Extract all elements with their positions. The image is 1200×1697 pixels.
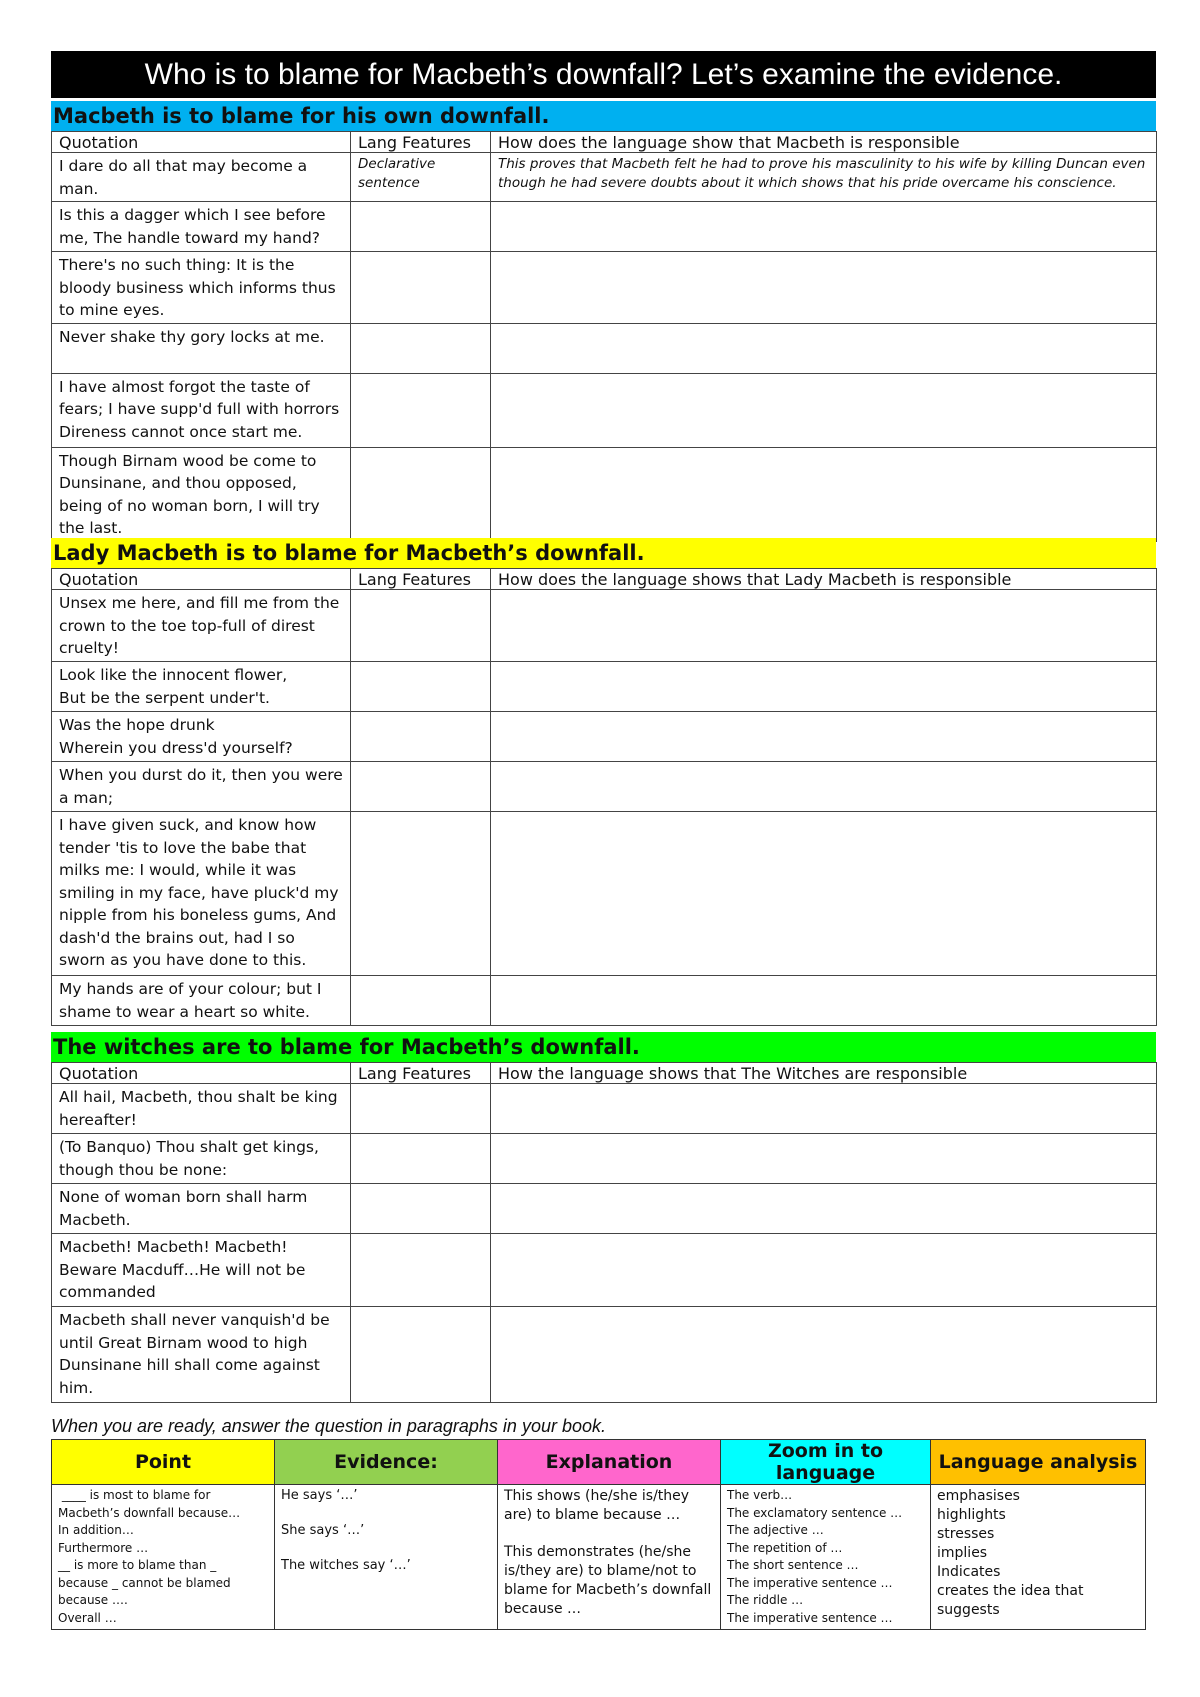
- planner-line: The witches say ‘…’: [281, 1558, 411, 1573]
- features-cell[interactable]: [351, 1234, 491, 1307]
- table-row: [52, 1184, 1157, 1234]
- zoom-cell: [721, 1485, 931, 1630]
- table-row: [52, 447, 1157, 541]
- table-header-row: [52, 132, 1157, 153]
- quotation-cell: There's no such thing: It is the bloody business which informs thus to mine eyes.: [52, 252, 351, 324]
- planner-line: The riddle …: [727, 1593, 804, 1607]
- analysis-cell[interactable]: [491, 447, 1157, 541]
- features-cell[interactable]: [351, 762, 491, 812]
- section-heading: Macbeth is to blame for his own downfall.: [51, 101, 1156, 131]
- features-cell[interactable]: [351, 1134, 491, 1184]
- quotation-cell: I dare do all that may become a man.: [52, 153, 351, 202]
- planner-line: This demonstrates (he/she is/they are) to blame/not to blame for Macbeth’s downfall because …: [504, 1543, 716, 1617]
- features-cell[interactable]: [351, 1184, 491, 1234]
- table-row: [52, 202, 1157, 252]
- analysis-cell: [931, 1485, 1146, 1630]
- planner-line: suggests: [937, 1602, 1000, 1618]
- table-row: [52, 1307, 1157, 1403]
- quotation-cell: Was the hope drunk Wherein you dress'd yourself?: [52, 712, 351, 762]
- quotation-cell: Though Birnam wood be come to Dunsinane, and thou opposed, being of no woman born, I will try the last.: [52, 447, 351, 541]
- planner-line: The imperative sentence …: [727, 1610, 893, 1625]
- analysis-cell[interactable]: [491, 323, 1157, 373]
- planner-line: The short sentence …: [727, 1558, 859, 1572]
- quotation-cell: Unsex me here, and fill me from the crown to the toe top-full of direst cruelty!: [52, 590, 351, 662]
- features-cell[interactable]: [351, 976, 491, 1026]
- evidence-header: Evidence:: [275, 1440, 498, 1485]
- zoom-header: Zoom in to language: [721, 1440, 931, 1485]
- analysis-cell[interactable]: [491, 1307, 1157, 1403]
- analysis-cell[interactable]: [491, 373, 1157, 447]
- quotation-cell: None of woman born shall harm Macbeth.: [52, 1184, 351, 1234]
- table-row: [52, 712, 1157, 762]
- features-header: Lang Features: [351, 132, 491, 153]
- table-row: [52, 590, 1157, 662]
- planner-line: The verb…: [727, 1488, 793, 1502]
- planner-line: In addition…: [58, 1523, 134, 1537]
- table-row: [52, 662, 1157, 712]
- planner-line: She says ‘…’: [281, 1523, 365, 1538]
- analysis-header: How does the language show that Macbeth is responsible: [491, 132, 1157, 153]
- features-cell[interactable]: Declarative sentence: [351, 153, 491, 202]
- analysis-cell[interactable]: [491, 1184, 1157, 1234]
- paragraph-planner-table: [51, 1439, 1146, 1630]
- table-row: [52, 153, 1157, 202]
- analysis-cell[interactable]: [491, 662, 1157, 712]
- macbeth-section: [51, 101, 1156, 542]
- features-cell[interactable]: [351, 373, 491, 447]
- planner-line: highlights: [937, 1507, 1006, 1523]
- point-cell: [52, 1485, 275, 1630]
- planner-line: [504, 1525, 714, 1543]
- features-header: Lang Features: [351, 1063, 491, 1084]
- table-row: [52, 976, 1157, 1026]
- quotation-cell: When you durst do it, then you were a man;: [52, 762, 351, 812]
- table-row: [52, 1084, 1157, 1134]
- evidence-table: [51, 131, 1157, 542]
- features-cell[interactable]: [351, 202, 491, 252]
- features-cell[interactable]: [351, 447, 491, 541]
- table-header-row: [52, 569, 1157, 590]
- analysis-cell[interactable]: [491, 1134, 1157, 1184]
- quotation-cell: Look like the innocent flower, But be the serpent under't.: [52, 662, 351, 712]
- features-cell[interactable]: [351, 812, 491, 976]
- analysis-cell[interactable]: [491, 762, 1157, 812]
- planner-line: creates the idea that: [937, 1583, 1084, 1599]
- analysis-cell[interactable]: [491, 1234, 1157, 1307]
- planner-line: [281, 1505, 491, 1523]
- quotation-header: Quotation: [52, 569, 351, 590]
- quotation-cell: My hands are of your colour; but I shame to wear a heart so white.: [52, 976, 351, 1026]
- planner-line: [281, 1540, 491, 1558]
- planner-line: ____ is most to blame for Macbeth’s downfall because…: [58, 1488, 241, 1520]
- analysis-cell[interactable]: [491, 712, 1157, 762]
- table-row: [52, 762, 1157, 812]
- features-cell[interactable]: [351, 1307, 491, 1403]
- analysis-cell[interactable]: [491, 590, 1157, 662]
- analysis-cell[interactable]: [491, 976, 1157, 1026]
- explanation-header: Explanation: [498, 1440, 721, 1485]
- planner-line: The exclamatory sentence …: [727, 1505, 903, 1520]
- planner-line: The imperative sentence …: [727, 1575, 893, 1590]
- planner-line: The adjective …: [727, 1523, 824, 1537]
- planner-line: emphasises: [937, 1488, 1020, 1504]
- planner-line: Indicates: [937, 1564, 1001, 1580]
- quotation-cell: I have given suck, and know how tender 'tis to love the babe that milks me: I would, while it was smiling in my face, have pluck'd my nipple from his boneless gums, And dash'd the brains out, had I so sworn as you have done to this.: [52, 812, 351, 976]
- planner-line: stresses: [937, 1526, 995, 1542]
- witches-section: [51, 1032, 1156, 1403]
- table-header-row: [52, 1063, 1157, 1084]
- planner-line: This shows (he/she is/they are) to blame because …: [504, 1488, 694, 1523]
- features-cell[interactable]: [351, 712, 491, 762]
- quotation-cell: (To Banquo) Thou shalt get kings, though thou be none:: [52, 1134, 351, 1184]
- features-cell[interactable]: [351, 252, 491, 324]
- analysis-cell[interactable]: [491, 202, 1157, 252]
- quotation-header: Quotation: [52, 132, 351, 153]
- evidence-table: [51, 1062, 1157, 1403]
- quotation-cell: All hail, Macbeth, thou shalt be king hereafter!: [52, 1084, 351, 1134]
- features-cell[interactable]: [351, 662, 491, 712]
- features-header: Lang Features: [351, 569, 491, 590]
- quotation-cell: Never shake thy gory locks at me.: [52, 323, 351, 373]
- table-row: [52, 1234, 1157, 1307]
- quotation-cell: Macbeth shall never vanquish'd be until Great Birnam wood to high Dunsinane hill shall come against him.: [52, 1307, 351, 1403]
- features-cell[interactable]: [351, 590, 491, 662]
- table-row: [52, 252, 1157, 324]
- analysis-header: How the language shows that The Witches are responsible: [491, 1063, 1157, 1084]
- explanation-cell: [498, 1485, 721, 1630]
- analysis-cell[interactable]: [491, 252, 1157, 324]
- section-heading: Lady Macbeth is to blame for Macbeth’s downfall.: [51, 538, 1156, 568]
- analysis-header: Language analysis: [931, 1440, 1146, 1485]
- analysis-cell[interactable]: [491, 1084, 1157, 1134]
- quotation-cell: I have almost forgot the taste of fears; I have supp'd full with horrors Direness cannot once start me.: [52, 373, 351, 447]
- worksheet-page: [51, 51, 1156, 1625]
- features-cell[interactable]: [351, 1084, 491, 1134]
- planner-line: He says ‘…’: [281, 1488, 358, 1503]
- analysis-cell[interactable]: This proves that Macbeth felt he had to prove his masculinity to his wife by killing Duncan even though he had severe doubts about it which shows that his pride overcame his conscience.: [491, 153, 1157, 202]
- planner-line: __ is more to blame than _ because _ cannot be blamed because ….: [58, 1558, 235, 1607]
- evidence-cell: [275, 1485, 498, 1630]
- table-row: [52, 323, 1157, 373]
- analysis-cell[interactable]: [491, 812, 1157, 976]
- features-cell[interactable]: [351, 323, 491, 373]
- planner-line: The repetition of …: [727, 1540, 843, 1555]
- planner-line: implies: [937, 1545, 988, 1561]
- table-row: [52, 1134, 1157, 1184]
- quotation-cell: Is this a dagger which I see before me, The handle toward my hand?: [52, 202, 351, 252]
- page-title: Who is to blame for Macbeth’s downfall? Let’s examine the evidence.: [51, 51, 1156, 98]
- planner-line: Furthermore …: [58, 1540, 149, 1555]
- quotation-header: Quotation: [52, 1063, 351, 1084]
- planner-line: Overall …: [58, 1610, 117, 1625]
- instruction-text: When you are ready, answer the question in paragraphs in your book.: [51, 1416, 606, 1436]
- lady-macbeth-section: [51, 538, 1156, 1026]
- point-header: Point: [52, 1440, 275, 1485]
- quotation-cell: Macbeth! Macbeth! Macbeth! Beware Macduff…He will not be commanded: [52, 1234, 351, 1307]
- table-row: [52, 812, 1157, 976]
- analysis-header: How does the language shows that Lady Macbeth is responsible: [491, 569, 1157, 590]
- section-heading: The witches are to blame for Macbeth’s downfall.: [51, 1032, 1156, 1062]
- evidence-table: [51, 568, 1157, 1026]
- table-row: [52, 373, 1157, 447]
